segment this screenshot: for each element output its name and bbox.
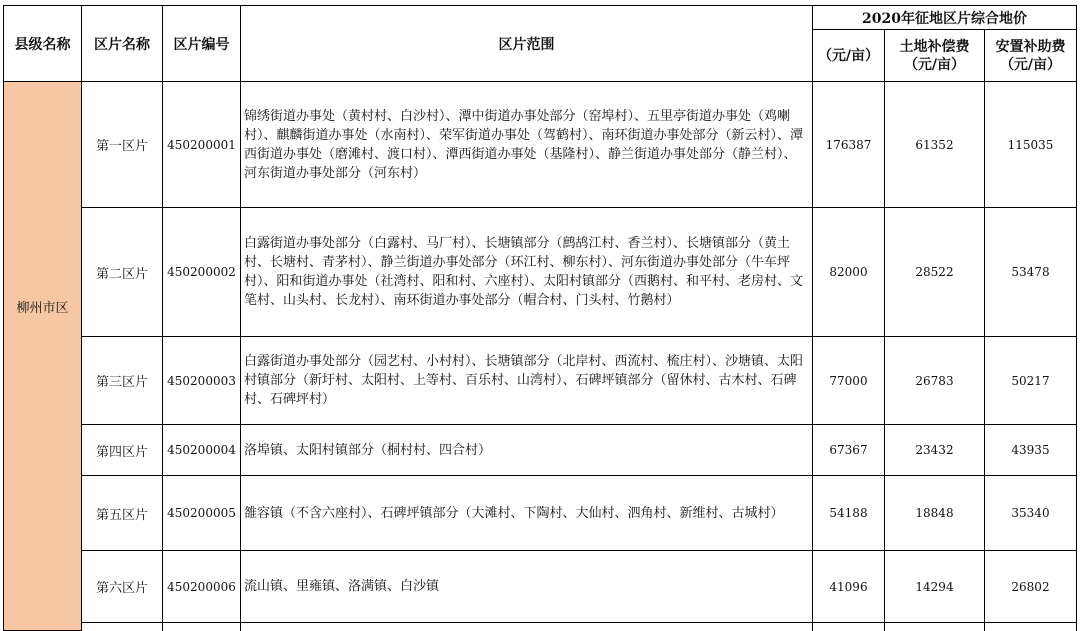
- zone-name: 第六区片: [82, 551, 163, 623]
- zone-land-comp: 61352: [885, 82, 985, 208]
- header-group-title: 2020年征地区片综合地价: [813, 6, 1077, 30]
- table-row: [4, 208, 1077, 337]
- zone-land-comp: 26783: [885, 337, 985, 425]
- header-land-comp-label: 土地补偿费: [899, 38, 970, 55]
- zone-price: 176387: [813, 82, 885, 208]
- cut-cell: [82, 623, 163, 631]
- zone-code: 450200002: [163, 208, 241, 337]
- zone-resettle: 35340: [985, 476, 1077, 551]
- header-row-1: [4, 6, 1077, 30]
- zone-range: 雒容镇（不含六座村）、石碑坪镇部分（大滩村、下陶村、大仙村、泗角村、新维村、古城村）: [241, 476, 813, 551]
- cut-cell: [241, 623, 813, 631]
- cut-cell: [163, 623, 241, 631]
- zone-name: 第二区片: [82, 208, 163, 337]
- zone-price: 82000: [813, 208, 885, 337]
- zone-name: 第五区片: [82, 476, 163, 551]
- zone-range: 白露街道办事处部分（白露村、马厂村）、长塘镇部分（鹧鸪江村、香兰村）、长塘镇部分（黄土村、长塘村、青茅村）、静兰街道办事处部分（环江村、柳东村）、河东街道办事处部分（牛车坪村）、阳和街道办事处（社湾村、阳和村、六座村）、太阳村镇部分（西鹅村、和平村、老房村、文笔村、山头村、长龙村）、南环街道办事处部分（帽合村、门头村、竹鹅村）: [241, 208, 813, 337]
- county-cell: [4, 82, 82, 631]
- header-resettle-unit: （元/亩）: [999, 56, 1062, 73]
- county-name: 柳州市区: [16, 300, 69, 316]
- zone-resettle: 53478: [985, 208, 1077, 337]
- header-price-unit: （元/亩）: [813, 30, 885, 82]
- zone-land-comp: 14294: [885, 551, 985, 623]
- zone-code: 450200001: [163, 82, 241, 208]
- table-row: [4, 551, 1077, 623]
- zone-price: 67367: [813, 425, 885, 476]
- zone-resettle: 115035: [985, 82, 1077, 208]
- zone-range: 白露街道办事处部分（园艺村、小村村）、长塘镇部分（北岸村、西流村、梳庄村）、沙塘镇、太阳村镇部分（新圩村、太阳村、上等村、百乐村、山湾村）、石碑坪镇部分（留休村、古木村、石碑村、石碑坪村）: [241, 337, 813, 425]
- header-land-comp-unit: （元/亩）: [903, 56, 966, 73]
- table-row: [4, 425, 1077, 476]
- zone-resettle: 43935: [985, 425, 1077, 476]
- zone-price: 77000: [813, 337, 885, 425]
- cut-cell: [885, 623, 985, 631]
- zone-price: 54188: [813, 476, 885, 551]
- zone-price: 41096: [813, 551, 885, 623]
- zone-code: 450200006: [163, 551, 241, 623]
- zone-land-comp: 18848: [885, 476, 985, 551]
- land-price-table: [3, 5, 1077, 631]
- zone-resettle: 50217: [985, 337, 1077, 425]
- zone-name: 第一区片: [82, 82, 163, 208]
- zone-land-comp: 23432: [885, 425, 985, 476]
- header-resettle: [985, 30, 1077, 82]
- zone-range: 流山镇、里雍镇、洛满镇、白沙镇: [241, 551, 813, 623]
- table-row: [4, 337, 1077, 425]
- header-zone-name: 区片名称: [82, 6, 163, 82]
- zone-code: 450200003: [163, 337, 241, 425]
- header-zone-code: 区片编号: [163, 6, 241, 82]
- cut-cell: [813, 623, 885, 631]
- zone-land-comp: 28522: [885, 208, 985, 337]
- header-land-comp: [885, 30, 985, 82]
- zone-code: 450200005: [163, 476, 241, 551]
- zone-range: 洛埠镇、太阳村镇部分（桐村村、四合村）: [241, 425, 813, 476]
- table-row: [4, 476, 1077, 551]
- zone-name: 第四区片: [82, 425, 163, 476]
- cut-cell: [985, 623, 1077, 631]
- zone-resettle: 26802: [985, 551, 1077, 623]
- zone-code: 450200004: [163, 425, 241, 476]
- table-row-cut: [4, 623, 1077, 631]
- zone-range: 锦绣街道办事处（黄村村、白沙村）、潭中街道办事处部分（窑埠村）、五里亭街道办事处（鸡喇村）、麒麟街道办事处（水南村）、荣军街道办事处（驾鹤村）、南环街道办事处部分（新云村）、潭西街道办事处（磨滩村、渡口村）、潭西街道办事处（基隆村）、静兰街道办事处部分（静兰村）、河东街道办事处部分（河东村）: [241, 82, 813, 208]
- header-resettle-label: 安置补助费: [995, 38, 1066, 55]
- table-row: [4, 82, 1077, 208]
- header-zone-range: 区片范围: [241, 6, 813, 82]
- header-county: 县级名称: [4, 6, 82, 82]
- zone-name: 第三区片: [82, 337, 163, 425]
